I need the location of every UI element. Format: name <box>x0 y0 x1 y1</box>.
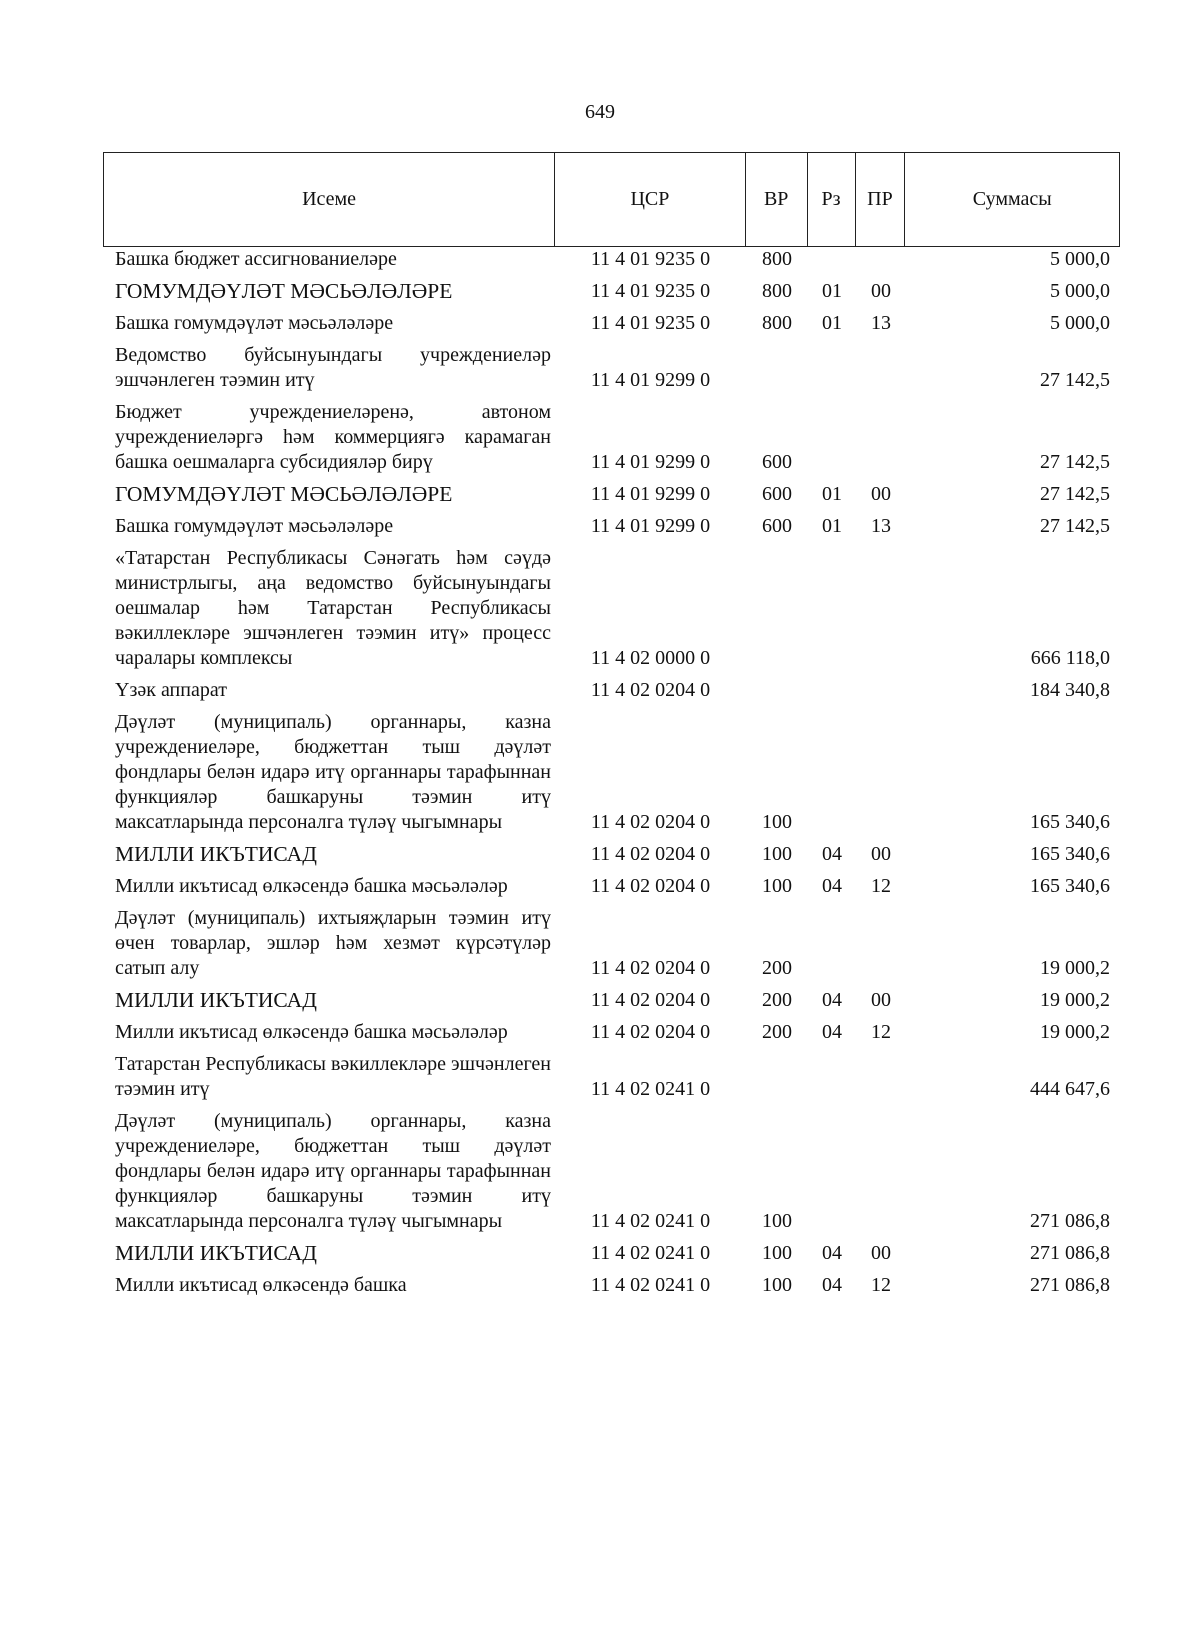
row-rz-cell: 04 <box>822 1274 842 1296</box>
row-name-cell: Дәүләт (муниципаль) ихтыяҗларын тәэмин итү өчен товарлар, эшләр һәм хезмәт күрсәтүләр сатып алу <box>115 907 551 979</box>
row-vr-cell: 200 <box>762 1021 792 1043</box>
column-header-sum: Суммасы <box>972 188 1052 210</box>
row-sum-cell: 19 000,2 <box>1040 1021 1110 1043</box>
table-row <box>103 842 1120 867</box>
row-name-cell: Татарстан Республикасы вәкиллекләре эшчәнлеген тәэмин итү <box>115 1053 551 1100</box>
row-csr-cell: 11 4 02 0241 0 <box>590 1242 711 1264</box>
table-row <box>103 247 1120 272</box>
row-name-cell: Милли икътисад өлкәсендә башка мәсьәләләр <box>115 875 508 897</box>
row-sum-cell: 271 086,8 <box>1030 1274 1110 1296</box>
row-pr-cell: 13 <box>871 312 891 334</box>
row-sum-cell: 5 000,0 <box>1050 248 1110 270</box>
row-vr-cell: 200 <box>762 957 792 979</box>
table-row <box>103 906 1120 981</box>
row-csr-cell: 11 4 01 9235 0 <box>590 312 711 334</box>
row-sum-cell: 27 142,5 <box>1040 451 1110 473</box>
row-pr-cell: 13 <box>871 515 891 537</box>
table-row <box>103 514 1120 539</box>
row-rz-cell: 01 <box>822 312 842 334</box>
row-csr-cell: 11 4 02 0241 0 <box>590 1078 711 1100</box>
row-name-cell: «Татарстан Республикасы Сәнәгать һәм сәүдә министрлыгы, аңа ведомство буйсынуындагы оешмалар һәм Татарстан Республикасы вәкиллекләре эшчәнлеген тәэмин итү» процесс чаралары комплексы <box>115 547 551 669</box>
row-csr-cell: 11 4 01 9299 0 <box>590 451 711 473</box>
row-csr-cell: 11 4 02 0204 0 <box>590 875 711 897</box>
row-sum-cell: 27 142,5 <box>1040 515 1110 537</box>
row-name-cell: Башка бюджет ассигнованиеләре <box>115 248 397 270</box>
row-rz-cell: 01 <box>822 280 842 302</box>
row-pr-cell: 00 <box>871 483 891 505</box>
row-csr-cell: 11 4 01 9299 0 <box>590 515 711 537</box>
row-vr-cell: 800 <box>762 312 792 334</box>
row-name-cell: Дәүләт (муниципаль) органнары, казна учреждениеләре, бюджеттан тыш дәүләт фондлары белән идарә итү органнары тарафыннан функцияләр башкаруны тәэмин итү максатларында персоналга түләү чыгымнары <box>115 1110 551 1232</box>
row-vr-cell: 800 <box>762 280 792 302</box>
row-csr-cell: 11 4 01 9299 0 <box>590 369 711 391</box>
row-pr-cell: 00 <box>871 843 891 865</box>
row-csr-cell: 11 4 01 9299 0 <box>590 483 711 505</box>
table-row <box>103 311 1120 336</box>
row-name-cell: Бюджет учреждениеләренә, автоном учреждениеләргә һәм коммерциягә карамаган башка оешмаларга субсидияләр бирү <box>115 401 551 473</box>
column-header-rz: Рз <box>808 153 856 246</box>
row-csr-cell: 11 4 02 0204 0 <box>590 843 711 865</box>
row-name-cell: Милли икътисад өлкәсендә башка мәсьәләләр <box>115 1021 508 1043</box>
row-sum-cell: 444 647,6 <box>1030 1078 1110 1100</box>
row-vr-cell: 100 <box>762 875 792 897</box>
row-vr-cell: 100 <box>762 1210 792 1232</box>
table-row <box>103 546 1120 671</box>
row-sum-cell: 5 000,0 <box>1050 312 1110 334</box>
table-row <box>103 1273 1120 1298</box>
table-row <box>103 343 1120 393</box>
table-row <box>103 988 1120 1013</box>
row-vr-cell: 100 <box>762 843 792 865</box>
row-name-cell: Ведомство буйсынуындагы учреждениеләр эшчәнлеген тәэмин итү <box>115 344 551 391</box>
page-number: 649 <box>585 101 615 123</box>
row-rz-cell: 04 <box>822 989 842 1011</box>
row-name-cell: МИЛЛИ ИКЪТИСАД <box>115 842 317 866</box>
row-pr-cell: 00 <box>871 280 891 302</box>
table-row <box>103 1241 1120 1266</box>
row-pr-cell: 12 <box>871 875 891 897</box>
row-name-cell: МИЛЛИ ИКЪТИСАД <box>115 988 317 1012</box>
row-rz-cell: 04 <box>822 1242 842 1264</box>
row-csr-cell: 11 4 02 0204 0 <box>590 811 711 833</box>
row-pr-cell: 12 <box>871 1274 891 1296</box>
row-sum-cell: 165 340,6 <box>1030 843 1110 865</box>
row-csr-cell: 11 4 02 0241 0 <box>590 1210 711 1232</box>
table-row <box>103 678 1120 703</box>
row-vr-cell: 600 <box>762 451 792 473</box>
row-sum-cell: 165 340,6 <box>1030 875 1110 897</box>
row-rz-cell: 04 <box>822 843 842 865</box>
table-row <box>103 710 1120 835</box>
row-rz-cell: 04 <box>822 1021 842 1043</box>
row-rz-cell: 04 <box>822 875 842 897</box>
table-row <box>103 279 1120 304</box>
row-csr-cell: 11 4 02 0241 0 <box>590 1274 711 1296</box>
row-vr-cell: 600 <box>762 515 792 537</box>
row-sum-cell: 165 340,6 <box>1030 811 1110 833</box>
column-header-vr: ВР <box>746 153 808 246</box>
row-vr-cell: 200 <box>762 989 792 1011</box>
table-body <box>103 247 1120 1305</box>
row-sum-cell: 19 000,2 <box>1040 957 1110 979</box>
row-pr-cell: 12 <box>871 1021 891 1043</box>
row-name-cell: МИЛЛИ ИКЪТИСАД <box>115 1241 317 1265</box>
row-name-cell: Үзәк аппарат <box>115 679 227 701</box>
table-row <box>103 1052 1120 1102</box>
row-csr-cell: 11 4 02 0204 0 <box>590 679 711 701</box>
table-row <box>103 874 1120 899</box>
row-vr-cell: 100 <box>762 1242 792 1264</box>
table-row <box>103 1109 1120 1234</box>
table-row <box>103 400 1120 475</box>
row-name-cell: Башка гомумдәүләт мәсьәләләре <box>115 312 394 334</box>
row-csr-cell: 11 4 02 0204 0 <box>590 957 711 979</box>
column-header-name: Исеме <box>104 153 555 246</box>
table-row <box>103 482 1120 507</box>
row-name-cell: ГОМУМДӘҮЛӘТ МӘСЬӘЛӘЛӘРЕ <box>115 279 453 303</box>
row-sum-cell: 5 000,0 <box>1050 280 1110 302</box>
row-pr-cell: 00 <box>871 1242 891 1264</box>
row-vr-cell: 600 <box>762 483 792 505</box>
row-csr-cell: 11 4 01 9235 0 <box>590 280 711 302</box>
row-vr-cell: 800 <box>762 248 792 270</box>
row-name-cell: Дәүләт (муниципаль) органнары, казна учреждениеләре, бюджеттан тыш дәүләт фондлары белән идарә итү органнары тарафыннан функцияләр башкаруны тәэмин итү максатларында персоналга түләү чыгымнары <box>115 711 551 833</box>
column-header-pr: ПР <box>856 153 906 246</box>
row-csr-cell: 11 4 02 0000 0 <box>590 647 711 669</box>
row-csr-cell: 11 4 02 0204 0 <box>590 989 711 1011</box>
row-sum-cell: 271 086,8 <box>1030 1242 1110 1264</box>
row-name-cell: Милли икътисад өлкәсендә башка <box>115 1274 407 1296</box>
row-sum-cell: 27 142,5 <box>1040 369 1110 391</box>
row-sum-cell: 27 142,5 <box>1040 483 1110 505</box>
row-sum-cell: 184 340,8 <box>1030 679 1110 701</box>
row-name-cell: ГОМУМДӘҮЛӘТ МӘСЬӘЛӘЛӘРЕ <box>115 482 453 506</box>
row-vr-cell: 100 <box>762 811 792 833</box>
table-header <box>103 152 1120 247</box>
column-header-csr: ЦСР <box>555 153 746 246</box>
row-sum-cell: 271 086,8 <box>1030 1210 1110 1232</box>
row-csr-cell: 11 4 01 9235 0 <box>590 248 711 270</box>
row-csr-cell: 11 4 02 0204 0 <box>590 1021 711 1043</box>
row-rz-cell: 01 <box>822 483 842 505</box>
row-sum-cell: 666 118,0 <box>1030 647 1110 669</box>
row-vr-cell: 100 <box>762 1274 792 1296</box>
table-row <box>103 1020 1120 1045</box>
row-rz-cell: 01 <box>822 515 842 537</box>
row-name-cell: Башка гомумдәүләт мәсьәләләре <box>115 515 394 537</box>
row-pr-cell: 00 <box>871 989 891 1011</box>
row-sum-cell: 19 000,2 <box>1040 989 1110 1011</box>
